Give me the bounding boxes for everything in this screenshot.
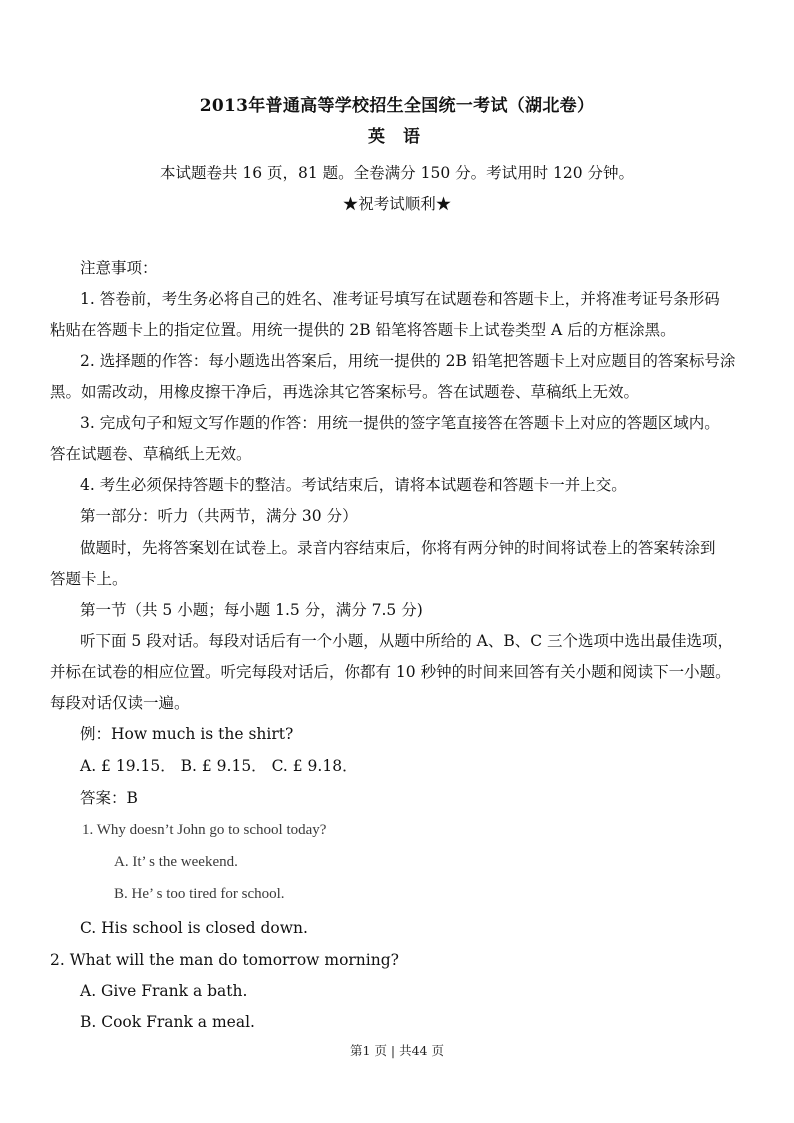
notes-line: 黑。如需改动，用橡皮擦干净后，再选涂其它答案标号。答在试题卷、草稿纸上无效。: [50, 383, 640, 401]
example-options: A. £ 19.15． B. £ 9.15． C. £ 9.18．: [80, 757, 358, 775]
notes-line: 2. 选择题的作答：每小题选出答案后，用统一提供的 2B 铅笔把答题卡上对应题目的答案标号涂: [80, 352, 736, 370]
subject-title: 英 语: [368, 127, 426, 147]
question-stem: 1. Why doesn’t John go to school today?: [82, 822, 327, 838]
part1-intro-line: 做题时，先将答案划在试卷上。录音内容结束后，你将有两分钟的时间将试卷上的答案转涂到: [80, 539, 716, 557]
exam-info: 本试题卷共 16 页，81 题。全卷满分 150 分。考试用时 120 分钟。: [159, 164, 635, 182]
question-stem: 2. What will the man do tomorrow morning?: [50, 951, 399, 969]
notes-line: 4. 考生必须保持答题卡的整洁。考试结束后，请将本试题卷和答题卡一并上交。: [80, 476, 627, 494]
question-option: A. It’ s the weekend.: [114, 854, 238, 870]
question-option: A. Give Frank a bath.: [80, 982, 248, 1000]
exam-title: 2013年普通高等学校招生全国统一考试（湖北卷）: [199, 96, 595, 116]
notes-line: 3. 完成句子和短文写作题的作答：用统一提供的签字笔直接答在答题卡上对应的答题区域内。: [80, 414, 720, 432]
question-option: C. His school is closed down.: [80, 919, 308, 937]
page-footer: 第1 页 | 共44 页: [350, 1043, 444, 1058]
section1-heading: 第一节（共 5 小题；每小题 1.5 分，满分 7.5 分): [80, 601, 423, 619]
notes-line: 粘贴在答题卡上的指定位置。用统一提供的 2B 铅笔将答题卡上试卷类型 A 后的方框涂黑。: [50, 321, 676, 339]
part1-intro-line: 答题卡上。: [50, 570, 128, 588]
question-option: B. He’ s too tired for school.: [114, 886, 285, 902]
notes-line: 1. 答卷前，考生务必将自己的姓名、准考证号填写在试题卷和答题卡上，并将准考证号条形码: [80, 290, 720, 308]
notes-line: 答在试题卷、草稿纸上无效。: [50, 445, 252, 463]
section1-intro-line: 每段对话仅读一遍。: [50, 694, 190, 712]
good-luck-line: ★祝考试顺利★: [342, 195, 452, 213]
notes-heading: 注意事项：: [80, 259, 158, 277]
section1-intro-line: 并标在试卷的相应位置。听完每段对话后，你都有 10 秒钟的时间来回答有关小题和阅读下一小题。: [50, 663, 731, 681]
section1-intro-line: 听下面 5 段对话。每段对话后有一个小题，从题中所给的 A、B、C 三个选项中选出最佳选项，: [80, 632, 734, 650]
example-question: 例：How much is the shirt?: [80, 725, 294, 743]
question-option: B. Cook Frank a meal.: [80, 1013, 255, 1031]
example-answer: 答案：B: [80, 789, 138, 807]
part1-heading: 第一部分：听力（共两节，满分 30 分）: [80, 507, 358, 525]
